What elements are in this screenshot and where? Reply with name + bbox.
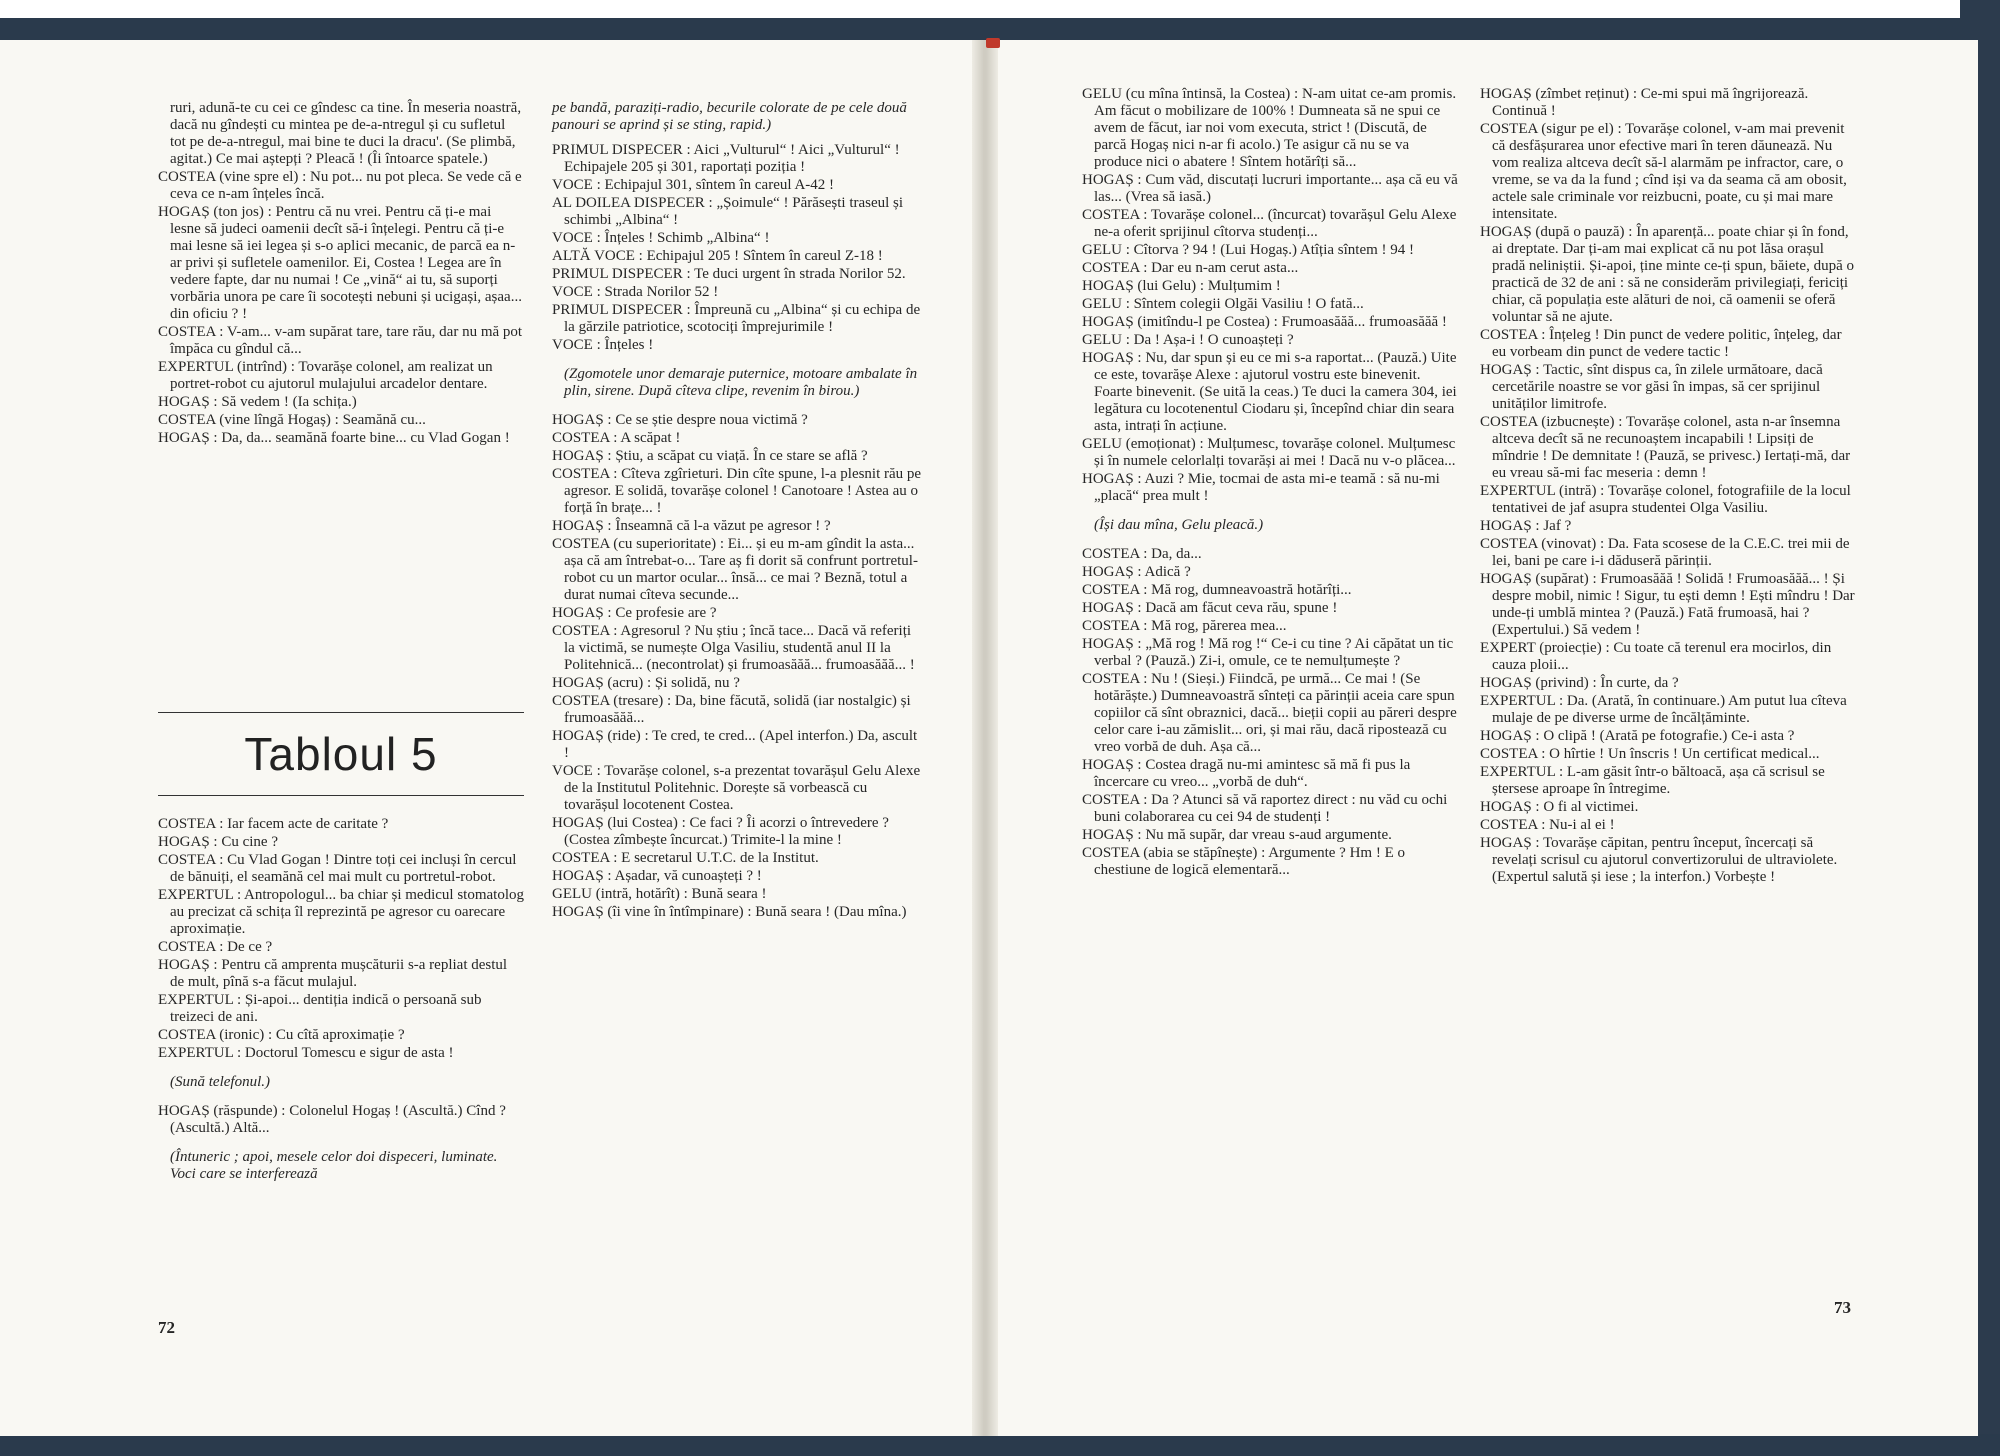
dialogue-line: HOGAȘ (imitîndu-l pe Costea) : Frumoasăăă... frumoasăăă ! — [1082, 314, 1447, 330]
dialogue-line: HOGAȘ (lui Gelu) : Mulțumim ! — [1082, 278, 1281, 294]
dialogue-line: EXPERTUL : Doctorul Tomescu e sigur de asta ! — [158, 1045, 454, 1061]
dialogue-line: COSTEA : Înțeleg ! Din punct de vedere politic, înțeleg, dar eu vorbeam din punct de vedere tactic ! — [1480, 327, 1842, 360]
dialogue-line: EXPERTUL : Și-apoi... dentiția indică o persoană sub treizeci de ani. — [158, 992, 482, 1025]
dialogue-line: COSTEA (ironic) : Cu cîtă aproximație ? — [158, 1027, 405, 1043]
bookmark-ribbon — [986, 38, 1000, 48]
dialogue-line: COSTEA (vine lîngă Hogaș) : Seamănă cu... — [158, 412, 426, 428]
dialogue-line: GELU : Cîtorva ? 94 ! (Lui Hogaș.) Atîția sîntem ! 94 ! — [1082, 242, 1415, 258]
dialogue-line: EXPERTUL (intrînd) : Tovarășe colonel, am realizat un portret-robot cu ajutorul mulajului arcadelor dentare. — [158, 359, 493, 392]
dialogue-line: HOGAȘ : Nu mă supăr, dar vreau s-aud argumente. — [1082, 827, 1392, 843]
dialogue-line: HOGAȘ : Înseamnă că l-a văzut pe agresor ! ? — [552, 518, 831, 534]
dialogue-line: HOGAȘ : O fi al victimei. — [1480, 799, 1639, 815]
scan-background — [0, 0, 1960, 18]
dialogue-line: COSTEA (tresare) : Da, bine făcută, solidă (iar nostalgic) și frumoasăăă... — [552, 693, 911, 726]
dialogue-line: HOGAȘ (privind) : În curte, da ? — [1480, 675, 1679, 691]
dialogue-line: COSTEA : Agresorul ? Nu știu ; încă tace... Dacă vă referiți la victimă, se numește Olga Vasiliu, studentă anul II la Politehnică... (necontrolat) și frumoasăăă... frumoasăăă... ! — [552, 623, 915, 673]
dialogue-line: COSTEA : Nu-i al ei ! — [1480, 817, 1615, 833]
dialogue-line: PRIMUL DISPECER : Te duci urgent în strada Norilor 52. — [552, 266, 906, 282]
stage-direction: (Întuneric ; apoi, mesele celor doi dispeceri, luminate. Voci care se interferează — [170, 1149, 498, 1182]
dialogue-line: EXPERT (proiecție) : Cu toate că terenul era mocirlos, din cauza ploii... — [1480, 640, 1832, 673]
scene-title: Tabloul 5 — [244, 728, 438, 780]
dialogue-line: COSTEA : V-am... v-am supărat tare, tare rău, dar nu mă pot împăca cu gîndul că... — [158, 324, 523, 357]
dialogue-line: HOGAȘ : Cum văd, discutați lucruri importante... așa că eu vă las... (Vrea să iasă.) — [1082, 172, 1458, 205]
dialogue-line: HOGAȘ : Auzi ? Mie, tocmai de asta mi-e teamă : să nu-mi „placă“ prea mult ! — [1082, 471, 1440, 504]
dialogue-line: HOGAȘ : Tactic, sînt dispus ca, în zilele următoare, dacă cercetările noastre se vor găsi în impas, să cer sprijinul unităților limitrofe. — [1480, 362, 1823, 412]
dialogue-line: GELU (cu mîna întinsă, la Costea) : N-am uitat ce-am promis. Am făcut o mobilizare de 100% ! Dumneata să ne spui ce avem de făcut, iar noi vom executa, strict ! (Discută, de parcă Hogaș nici n-ar fi acolo.) Te asigur că nu se va produce nici o abatere ! Sîntem hotărîți să... — [1082, 86, 1457, 170]
right-page-column-1 — [1082, 86, 1460, 880]
dialogue-line: EXPERTUL : Antropologul... ba chiar și medicul stomatolog au precizat că schița îl reprezintă pe agresor cu oarecare aproximație. — [158, 887, 524, 937]
dialogue-line: AL DOILEA DISPECER : „Șoimule“ ! Părăsești traseul și schimbi „Albina“ ! — [552, 195, 904, 228]
dialogue-line: COSTEA : De ce ? — [158, 939, 273, 955]
dialogue-line: HOGAȘ : Jaf ? — [1480, 518, 1572, 534]
dialogue-line: COSTEA : A scăpat ! — [552, 430, 681, 446]
dialogue-line: HOGAȘ (supărat) : Frumoasăăă ! Solidă ! Frumoasăăă... ! Și despre mobil, nimic ! Sigur, tu ești demn ! Ești mîndru ! Dar unde-ți umblă mintea ? (Pauză.) Fată frumoasă, hai ? (Expertului.) Să vedem ! — [1480, 571, 1855, 638]
left-page-column-1-bottom — [158, 816, 524, 1195]
dialogue-line: HOGAȘ (ride) : Te cred, te cred... (Apel interfon.) Da, ascult ! — [552, 728, 918, 761]
left-page-column-1-top — [158, 100, 524, 448]
dialogue-line: HOGAȘ (ton jos) : Pentru că nu vrei. Pentru că ți-e mai lesne să judeci oamenii decît să-i înțelegi. Pentru că ți-e mai lesne să iei legea și s-o aplici mecanic, de parcă ea n-ar privi și sufletele oamenilor. Ei, Costea ! Legea are în vedere fapte, dar nu numai ! Ce „vină“ ai tu, să suporți vorbăria unora pe care îi socotești nebuni și ucigași, așaa... din oficiu ? ! — [158, 204, 522, 322]
book-gutter — [972, 40, 998, 1436]
dialogue-line: COSTEA : Mă rog, părerea mea... — [1082, 618, 1287, 634]
dialogue-line: HOGAȘ : Dacă am făcut ceva rău, spune ! — [1082, 600, 1338, 616]
dialogue-line: HOGAȘ : Să vedem ! (Ia schița.) — [158, 394, 357, 410]
left-page-column-2 — [552, 100, 922, 922]
stage-direction: (Își dau mîna, Gelu pleacă.) — [1094, 517, 1264, 533]
heading-rule-top — [158, 712, 524, 713]
dialogue-line: COSTEA : Nu ! (Sieși.) Fiindcă, pe urmă... Ce mai ! (Se hotărăște.) Dumneavoastră sînteți ca părinții aceia care spun copiilor că sînt obraznici, dacă... bieții copii au păreri despre celor care i-au zămislit... ori, și mai rău, dacă ripostează cu vreo vorbă de duh. Așa că... — [1082, 671, 1457, 755]
dialogue-line: HOGAȘ : Da, da... seamănă foarte bine... cu Vlad Gogan ! — [158, 430, 510, 446]
dialogue-line: HOGAȘ : Nu, dar spun și eu ce mi s-a raportat... (Pauză.) Uite ce este, tovarășe Alexe : ajutorul vostru este binevenit. Foarte binevenit. (Se uită la ceas.) Te duci la camera 304, iei legătura cu locotenentul Ciodaru și, începînd chiar din seara asta, intrați în acțiune. — [1082, 350, 1457, 434]
dialogue-line: COSTEA (cu superioritate) : Ei... și eu m-am gîndit la asta... așa că am întrebat-o... Tare aș fi dorit să confrunt portretul-robot cu un martor ocular... însă... ce mai ? Beznă, totul a durat numai cîteva secunde... — [552, 536, 918, 603]
dialogue-line: HOGAȘ (acru) : Și solidă, nu ? — [552, 675, 740, 691]
book-cover-edge-bottom — [0, 1434, 2000, 1456]
dialogue-line: GELU : Sîntem colegii Olgăi Vasiliu ! O fată... — [1082, 296, 1364, 312]
dialogue-line: COSTEA (sigur pe el) : Tovarășe colonel, v-am mai prevenit că desfășurarea unor efective mari în teren dăunează. Nu vom realiza altceva decît să-l alarmăm pe infractor, care, o vreme, se va da la fund ; cînd iși va da seama că am obosit, actele sale criminale vor reizbucni, poate, cu și mai mare intensitate. — [1480, 121, 1847, 222]
dialogue-line: COSTEA : Cîteva zgîrieturi. Din cîte spune, l-a plesnit rău pe agresor. E solidă, tovarășe colonel ! Canotoare ! Astea au o forță în brațe... ! — [552, 466, 922, 516]
dialogue-line: VOCE : Înțeles ! Schimb „Albina“ ! — [552, 230, 770, 246]
page-number-right: 73 — [1834, 1298, 1851, 1317]
dialogue-line: COSTEA : Iar facem acte de caritate ? — [158, 816, 389, 832]
dialogue-line: COSTEA (izbucnește) : Tovarășe colonel, asta n-ar însemna altceva decît să ne recunoaștem incapabili ! Lipsiți de mîndrie ! De demnitate ! (Pauză, se privesc.) Iertați-mă, dar eu vreau să-mi fac meseria : demn ! — [1480, 414, 1851, 481]
dialogue-line: HOGAȘ : Știu, a scăpat cu viață. În ce stare se află ? — [552, 448, 868, 464]
stage-direction: (Zgomotele unor demaraje puternice, motoare ambalate în plin, sirene. După cîteva clipe, revenim în birou.) — [564, 366, 918, 399]
dialogue-line: HOGAȘ : Pentru că amprenta mușcăturii s-a repliat destul de mult, pînă s-a făcut mulajul. — [158, 957, 508, 990]
dialogue-line: EXPERTUL (intră) : Tovarășe colonel, fotografiile de la locul tentativei de jaf asupra studentei Olga Vasiliu. — [1480, 483, 1851, 516]
dialogue-line: HOGAȘ : Adică ? — [1082, 564, 1191, 580]
dialogue-line: HOGAȘ : Așadar, vă cunoașteți ? ! — [552, 868, 762, 884]
dialogue-line: GELU (intră, hotărît) : Bună seara ! — [552, 886, 767, 902]
dialogue-line: COSTEA (abia se stăpînește) : Argumente ? Hm ! E o chestiune de logică elementară... — [1082, 845, 1405, 878]
dialogue-line: HOGAȘ (după o pauză) : În aparență... poate chiar și în fond, ai dreptate. Dar ți-am mai explicat că nu pot lăsa orașul pradă neliniștii. Și-apoi, ține minte ce-ți spun, băiete, după o practică de 32 de ani : să ne considerăm privilegiați, fericiți chiar, că populația este alături de noi, că oamenii se oferă voluntar să ne ajute. — [1480, 224, 1854, 325]
dialogue-line: GELU (emoționat) : Mulțumesc, tovarășe colonel. Mulțumesc și în numele celorlalți tovarăși ai mei ! Dacă nu v-o plăcea... — [1082, 436, 1456, 469]
dialogue-line: PRIMUL DISPECER : Împreună cu „Albina“ și cu echipa de la gărzile patriotice, scotociți împrejurimile ! — [552, 302, 921, 335]
dialogue-line: COSTEA : Dar eu n-am cerut asta... — [1082, 260, 1299, 276]
heading-rule-bottom — [158, 795, 524, 796]
dialogue-line: HOGAȘ (răspunde) : Colonelul Hogaș ! (Ascultă.) Cînd ? (Ascultă.) Altă... — [158, 1103, 506, 1136]
dialogue-line: COSTEA : Da ? Atunci să vă raportez direct : nu văd cu ochi buni colaborarea cu cei 94 de studenți ! — [1082, 792, 1448, 825]
dialogue-line: VOCE : Înțeles ! — [552, 337, 654, 353]
dialogue-line: COSTEA (vine spre el) : Nu pot... nu pot pleca. Se vede că e ceva ce n-am înțeles încă. — [158, 169, 522, 202]
dialogue-line: HOGAȘ : O clipă ! (Arată pe fotografie.) Ce-i asta ? — [1480, 728, 1795, 744]
dialogue-line: COSTEA : Tovarășe colonel... (încurcat) tovarășul Gelu Alexe ne-a oferit sprijinul cîtorva studenți... — [1082, 207, 1457, 240]
dialogue-line: VOCE : Echipajul 301, sîntem în careul A-42 ! — [552, 177, 835, 193]
page-number-left: 72 — [158, 1318, 175, 1337]
dialogue-line: VOCE : Strada Norilor 52 ! — [552, 284, 719, 300]
dialogue-line: HOGAȘ (zîmbet reținut) : Ce-mi spui mă îngrijorează. Continuă ! — [1480, 86, 1809, 119]
dialogue-line: COSTEA : Cu Vlad Gogan ! Dintre toți cei incluși în cercul de bănuiți, el seamănă cel mai mult cu portretul-robot. — [158, 852, 517, 885]
scene-heading — [158, 712, 524, 796]
dialogue-line: COSTEA : E secretarul U.T.C. de la Institut. — [552, 850, 819, 866]
dialogue-line: GELU : Da ! Așa-i ! O cunoașteți ? — [1082, 332, 1294, 348]
dialogue-line: HOGAȘ (îi vine în întîmpinare) : Bună seara ! (Dau mîna.) — [552, 904, 907, 920]
dialogue-line: COSTEA : O hîrtie ! Un înscris ! Un certificat medical... — [1480, 746, 1820, 762]
dialogue-line: ruri, adună-te cu cei ce gîndesc ca tine. În meseria noastră, dacă nu gîndești cu mintea pe de-a-ntregul și cu sufletul tot pe de-a-ntregul, mai bine te duci la dracu'. (Se plimbă, agitat.) Ce mai aștepți ? Pleacă ! (Îi întoarce spatele.) — [170, 100, 522, 167]
dialogue-line: HOGAȘ : Ce profesie are ? — [552, 605, 717, 621]
dialogue-line: ALTĂ VOCE : Echipajul 205 ! Sîntem în careul Z-18 ! — [552, 248, 883, 264]
dialogue-line: HOGAȘ : „Mă rog ! Mă rog !“ Ce-i cu tine ? Ai căpătat un tic verbal ? (Pauză.) Zi-i, omule, ce te nemulțumește ? — [1082, 636, 1454, 669]
dialogue-line: COSTEA : Mă rog, dumneavoastră hotărîți... — [1082, 582, 1352, 598]
dialogue-line: PRIMUL DISPECER : Aici „Vulturul“ ! Aici „Vulturul“ ! Echipajele 205 și 301, raportați poziția ! — [552, 142, 900, 175]
stage-direction: (Sună telefonul.) — [170, 1074, 270, 1090]
dialogue-line: HOGAȘ : Cu cine ? — [158, 834, 278, 850]
dialogue-line: EXPERTUL : Da. (Arată, în continuare.) Am putut lua cîteva mulaje de pe diverse urme de încălțăminte. — [1480, 693, 1847, 726]
dialogue-line: HOGAȘ : Ce se știe despre noua victimă ? — [552, 412, 808, 428]
dialogue-line: HOGAȘ : Costea dragă nu-mi amintesc să mă fi pus la încercare cu vreo... „vorbă de duh“. — [1082, 757, 1411, 790]
dialogue-line: HOGAȘ : Tovarășe căpitan, pentru început, încercați să revelați scrisul cu ajutorul convertizorului de ultraviolete. (Expertul salută și iese ; la interfon.) Vorbește ! — [1480, 835, 1838, 885]
dialogue-line: HOGAȘ (lui Costea) : Ce faci ? Îi acorzi o întrevedere ? (Costea zîmbește încurcat.) Trimite-l la mine ! — [552, 815, 889, 848]
right-page-column-2 — [1480, 86, 1858, 887]
dialogue-line: COSTEA (vinovat) : Da. Fata scosese de la C.E.C. trei mii de lei, bani pe care i-i dăduseră părinții. — [1480, 536, 1850, 569]
dialogue-line: EXPERTUL : L-am găsit într-o băltoacă, așa că scrisul se ștersese aproape în întregime. — [1480, 764, 1825, 797]
dialogue-line: VOCE : Tovarășe colonel, s-a prezentat tovarășul Gelu Alexe de la Institutul Politehnic. Dorește să vorbească cu tovarășul locotenent Costea. — [552, 763, 921, 813]
dialogue-line: COSTEA : Da, da... — [1082, 546, 1202, 562]
dialogue-line: pe bandă, paraziți-radio, becurile colorate de pe cele două panouri se aprind și se sting, rapid.) — [552, 100, 907, 133]
